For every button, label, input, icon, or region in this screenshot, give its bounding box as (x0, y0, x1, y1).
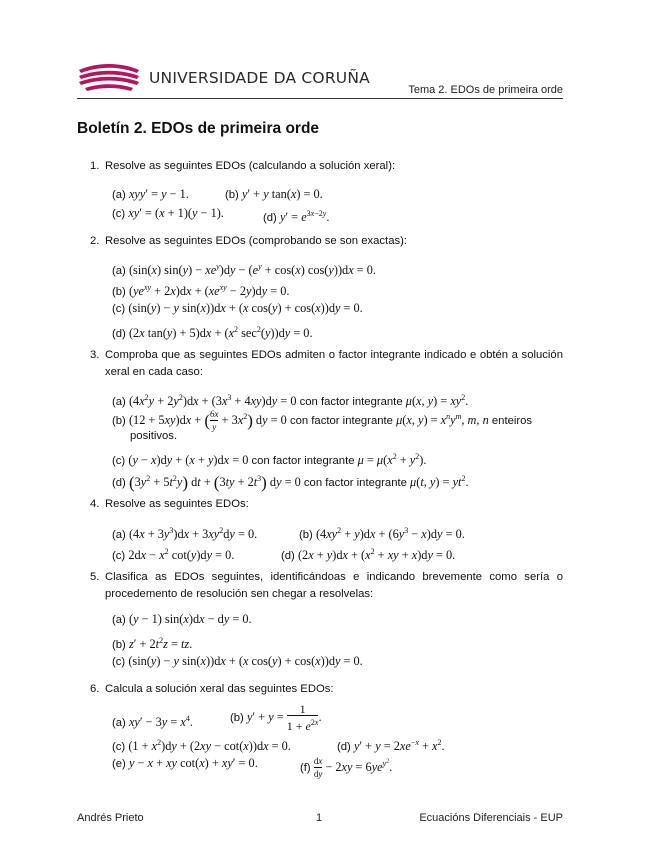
ex2-item-a: (a) (sin(x) $\sin(y) - xe^y)dy - (e^y + \cos(x) \cos(y))dx = 0$. (112, 262, 376, 278)
footer-page-number: 1 (316, 812, 323, 824)
exercise-statement: Resolve as seguintes EDOs (calculando a solución xeral): (105, 160, 396, 172)
ex1-item-c: (c) xy′ = (x + 1)(y − 1). (112, 206, 224, 220)
ex2-item-c: (c) (sin(y) − y sin(x))dx + (x cos(y) + cos(x))dy = 0. (112, 301, 363, 315)
ex5-item-a: (a) (y − 1) sin(x)dx − dy = 0. (112, 612, 252, 626)
equation: $xy' - 3y = x^4$. (128, 714, 193, 730)
ex6-item-e: (e) y − x + xy cot(x) + xy′ = 0. (112, 756, 258, 770)
ex4-item-c: (c) $2dx - x^2$ cot(y)dy = 0. (112, 547, 235, 563)
equation: $y' + y = 2xe^{-x} + x^2$. (353, 738, 445, 754)
equation: (sin(y) − y sin(x))dx + (x cos(y) + cos(x))dy = 0. (128, 654, 363, 668)
equation: (y − 1) sin(x)dx − dy = 0. (128, 612, 252, 626)
ex1-item-d: (d) $y' = e^{3x-2y}$. (263, 209, 330, 225)
equation: (y − x)dy + (x + y)dx = 0 (128, 453, 249, 468)
ex2-item-d: (d) (2x $\tan(y) + 5)dx + (x^2$ $\sec^2(y))dy = 0$. (112, 325, 313, 341)
equation: $(ye^{xy} + 2x)dx + (xe^{xy} - 2y)dy = 0$. (128, 283, 290, 299)
ex3-item-d: (d) $(3y^2 + 5t^2y)$ dt + $(3ty + 2t^3)$ dy = 0 con factor integrante μ(t, $y) = yt^2$. (112, 473, 469, 493)
ex6-item-c: (c) $(1 + x^2)dy + (2xy - \cot(x))dx = 0$. (112, 738, 291, 754)
equation: (sin(x) $\sin(y) - xe^y)dy - (e^y + \cos(x) \cos(y))dx = 0$. (128, 262, 376, 278)
equation: $(4xy^2 + y)dx + (6y^3 - x)dy = 0$. (315, 526, 465, 542)
equation: $(2x + y)dx + (x^2$ + xy + x)dy = 0. (297, 547, 456, 563)
equation: $(4x + 3y^3)dx + 3xy^2dy = 0$. (128, 526, 258, 542)
ex4-item-d: (d) $(2x + y)dx + (x^2$ + xy + x)dy = 0. (281, 547, 456, 563)
header-topic: Tema 2. EDOs de primeira orde (408, 84, 563, 96)
equation: y′ + y = $\frac{1}{1 + e^{2x}}$ . (246, 702, 322, 733)
exercise-number: 1. (90, 160, 100, 172)
equation: $z' + 2t^2z$ = tz. (128, 636, 193, 652)
ex3-item-b: (b) (12 + 5xy)dx + ( $\frac{6x}{y}$ + $3x^2$) dy = 0 con factor integrante μ(x, $y) = x^ny^m$, m, n enteiros (112, 409, 533, 433)
ex3-item-c: (c) (y − x)dy + (x + y)dx = 0 con factor integrante $\mu = \mu(x^2 + y^2)$. (112, 452, 427, 468)
equation: (2x $\tan(y) + 5)dx + (x^2$ $\sec^2(y))dy = 0$. (128, 325, 313, 341)
footer-course: Ecuacións Diferenciais - EUP (419, 812, 563, 824)
ex6-item-a: (a) $xy' - 3y = x^4$. (112, 714, 193, 730)
header-rule (77, 98, 563, 99)
equation: xyy′ = y − 1. (128, 187, 189, 201)
equation: xy′ = (x + 1)(y − 1). (128, 206, 224, 220)
equation: (12 + 5xy)dx + ( $\frac{6x}{y}$ + $3x^2$) dy = 0 (128, 409, 287, 433)
equation: $y' = e^{3x-2y}$. (279, 209, 330, 225)
equation: $2dx - x^2$ cot(y)dy = 0. (128, 547, 235, 563)
ex6-item-d: (d) $y' + y = 2xe^{-x} + x^2$. (337, 738, 445, 754)
ex2-item-b: (b) $(ye^{xy} + 2x)dx + (xe^{xy} - 2y)dy = 0$. (112, 283, 290, 299)
university-logo-icon (77, 64, 141, 94)
page-title: Boletín 2. EDOs de primeira orde (77, 120, 320, 137)
page-header (77, 62, 563, 102)
ex3-item-b-cont: positivos. (130, 430, 178, 442)
equation: (sin(y) − y sin(x))dx + (x cos(y) + cos(x))dy = 0. (128, 301, 363, 315)
ex6-item-f: (f) $\frac{dx}{dy}$ − $2xy = 6ye^{y^2}$. (300, 755, 393, 779)
ex6-item-b: (b) y′ + y = $\frac{1}{1 + e^{2x}}$ . (230, 702, 322, 733)
equation: $(4x^2y + 2y^2)dx + (3x^3 + 4xy)dy = 0$ (128, 393, 297, 409)
equation: $(3y^2 + 5t^2y)$ dt + $(3ty + 2t^3)$ dy = 0 (128, 473, 301, 493)
footer-author: Andrés Prieto (77, 812, 144, 824)
equation: y′ + y tan(x) = 0. (241, 187, 323, 201)
ex3-item-a: (a) $(4x^2y + 2y^2)dx + (3x^3 + 4xy)dy = 0$ con factor integrante μ(x, $y) = xy^2$. (112, 393, 469, 409)
equation: $(1 + x^2)dy + (2xy - \cot(x))dx = 0$. (128, 738, 291, 754)
university-name: UNIVERSIDADE DA CORUÑA (149, 69, 370, 87)
ex4-item-a: (a) $(4x + 3y^3)dx + 3xy^2dy = 0$. (112, 526, 258, 542)
equation: y − x + xy cot(x) + xy′ = 0. (128, 756, 258, 770)
ex5-item-b: (b) $z' + 2t^2z$ = tz. (112, 636, 193, 652)
equation: $\frac{dx}{dy}$ − $2xy = 6ye^{y^2}$. (313, 755, 393, 779)
ex5-item-c: (c) (sin(y) − y sin(x))dx + (x cos(y) + cos(x))dy = 0. (112, 654, 363, 668)
ex1-item-b: (b) y′ + y tan(x) = 0. (225, 187, 323, 201)
ex1-item-a: (a) xyy′ = y − 1. (112, 187, 189, 201)
ex4-item-b: (b) $(4xy^2 + y)dx + (6y^3 - x)dy = 0$. (299, 526, 465, 542)
